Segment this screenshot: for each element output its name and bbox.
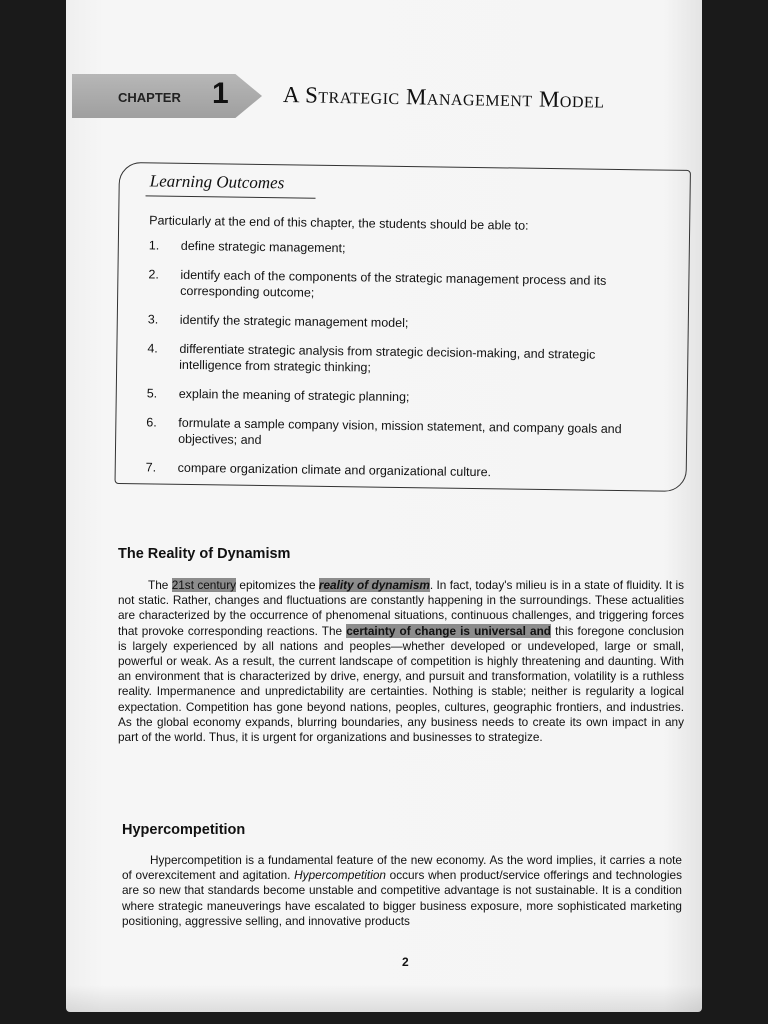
list-text: identify the strategic management model; bbox=[179, 312, 409, 331]
list-item bbox=[148, 311, 648, 334]
paragraph-text: epitomizes the bbox=[236, 578, 319, 592]
list-item bbox=[149, 237, 649, 260]
highlight-certainty-of-change: certainty of change is universal and bbox=[346, 623, 551, 638]
highlight-21st-century: 21st century bbox=[171, 578, 237, 592]
highlight-reality-of-dynamism: reality of dynamism bbox=[318, 578, 430, 592]
list-number: 1. bbox=[148, 238, 160, 253]
paragraph-text: this foregone conclusion is largely experienced by all nations and peoples—whether developed or undeveloped, large or small, powerful or weak. As a result, the current landscape of competition is highly threatening and daunting. With an environment that is characterized by drive, energy, and pursuit and transformation, volatility is a ruthless reality. Impermanence and unpredictability are certainties. Nothing is stable; neither is regularity a logical expectation. Competition has gone beyond nations, peoples, cultures, geographic frontiers, and industries. As the global economy expands, blurring boundaries, any business needs to create its own impact in any part of the world. Thus, it is urgent for organizations and businesses to strategize. bbox=[118, 623, 684, 745]
page-number: 2 bbox=[402, 955, 409, 969]
italic-term: Hypercompetition bbox=[294, 868, 386, 883]
learning-outcomes-list bbox=[145, 237, 648, 495]
paragraph-text: Hypercompetition is a fundamental feature of the new economy. As the word implies, it carries a note of overexcitement and agitation. bbox=[122, 853, 682, 883]
section-title-dynamism: The Reality of Dynamism bbox=[118, 546, 291, 562]
heading-underline bbox=[146, 195, 316, 198]
hypercompetition-paragraph bbox=[122, 853, 682, 929]
learning-outcomes-heading: Learning Outcomes bbox=[149, 171, 285, 193]
book-page bbox=[66, 0, 702, 1012]
chapter-number: 1 bbox=[212, 77, 229, 110]
list-item bbox=[148, 266, 648, 305]
page-shadow bbox=[66, 985, 702, 1012]
paragraph-text: occurs when product/service offerings and technologies are so new that standards become unstable and competitive advantage is not sustainable. It is a condition where strategic maneuverings have escalated to bigger business exposure, more sophisticated marketing positioning, aggressive selling, and innovative products bbox=[122, 868, 682, 928]
list-number: 7. bbox=[145, 460, 157, 475]
list-text: define strategic management; bbox=[180, 238, 346, 256]
list-text: compare organization climate and organizational culture. bbox=[177, 460, 492, 480]
list-text: explain the meaning of strategic planning; bbox=[178, 386, 410, 405]
list-number: 6. bbox=[146, 415, 157, 430]
chapter-label: CHAPTER bbox=[118, 90, 181, 105]
list-number: 5. bbox=[146, 386, 158, 401]
learning-outcomes-intro: Particularly at the end of this chapter, the students should be able to: bbox=[149, 213, 529, 233]
section-title-hypercompetition: Hypercompetition bbox=[122, 822, 246, 838]
learning-outcomes-box bbox=[115, 162, 691, 492]
list-number: 4. bbox=[147, 341, 158, 356]
list-number: 3. bbox=[147, 312, 159, 327]
list-text: identify each of the components of the strategic management process and its corresponding outcome; bbox=[180, 267, 607, 300]
list-number: 2. bbox=[148, 267, 159, 282]
list-item bbox=[147, 340, 647, 379]
list-item bbox=[146, 414, 646, 453]
list-item bbox=[146, 459, 646, 482]
paragraph-text: . In fact, today's milieu is in a state of fluidity. It is not static. Rather, changes and fluctuations are constantly happening in the surroundings. These actualities are characterized by the occurrence of phenomenal situations, continuous challenges, and triggering forces that provoke corresponding reactions. The bbox=[118, 578, 684, 638]
chapter-title: A Strategic Management Model bbox=[282, 82, 605, 113]
list-item bbox=[147, 385, 647, 408]
list-text: differentiate strategic analysis from strategic decision-making, and strategic intelligence from strategic thinking; bbox=[179, 341, 596, 375]
paragraph-text: The bbox=[148, 578, 172, 592]
dynamism-paragraph bbox=[118, 578, 684, 745]
list-text: formulate a sample company vision, mission statement, and company goals and objectives; and bbox=[178, 415, 622, 448]
